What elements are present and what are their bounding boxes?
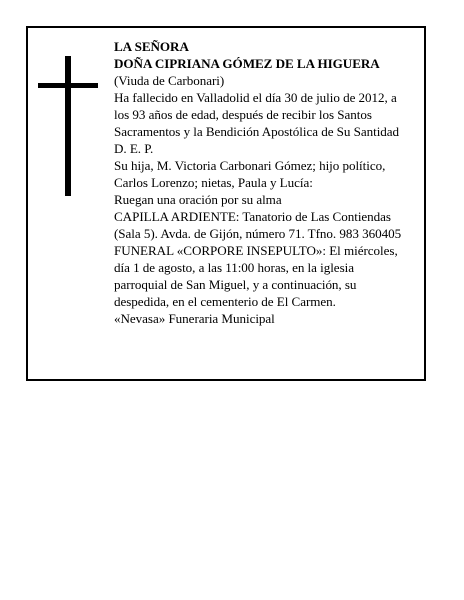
notice-line: los 93 años de edad, después de recibir los Santos <box>114 107 372 122</box>
notice-line: Su hija, M. Victoria Carbonari Gómez; hijo político, <box>114 158 386 173</box>
notice-line: (Viuda de Carbonari) <box>114 73 225 88</box>
obituary-text <box>114 38 420 327</box>
notice-line: «Nevasa» Funeraria Municipal <box>114 311 275 326</box>
cross-vertical-bar <box>65 56 71 196</box>
notice-line: día 1 de agosto, a las 11:00 horas, en la iglesia <box>114 260 354 275</box>
notice-line: Ha fallecido en Valladolid el día 30 de julio de 2012, a <box>114 90 397 105</box>
deceased-name: DOÑA CIPRIANA GÓMEZ DE LA HIGUERA <box>114 56 380 71</box>
notice-line: D. E. P. <box>114 141 154 156</box>
cross-horizontal-bar <box>38 83 98 88</box>
notice-line: Carlos Lorenzo; nietas, Paula y Lucía: <box>114 175 313 190</box>
notice-line: (Sala 5). Avda. de Gijón, número 71. Tfno. 983 360405 <box>114 226 402 241</box>
notice-line: Sacramentos y la Bendición Apostólica de Su Santidad <box>114 124 400 139</box>
notice-line: despedida, en el cementerio de El Carmen. <box>114 294 336 309</box>
notice-line: parroquial de San Miguel, y a continuación, su <box>114 277 357 292</box>
notice-header: LA SEÑORA <box>114 39 189 54</box>
notice-line: CAPILLA ARDIENTE: Tanatorio de Las Contiendas <box>114 209 391 224</box>
notice-line: Ruegan una oración por su alma <box>114 192 282 207</box>
notice-line: FUNERAL «CORPORE INSEPULTO»: El miércoles, <box>114 243 398 258</box>
